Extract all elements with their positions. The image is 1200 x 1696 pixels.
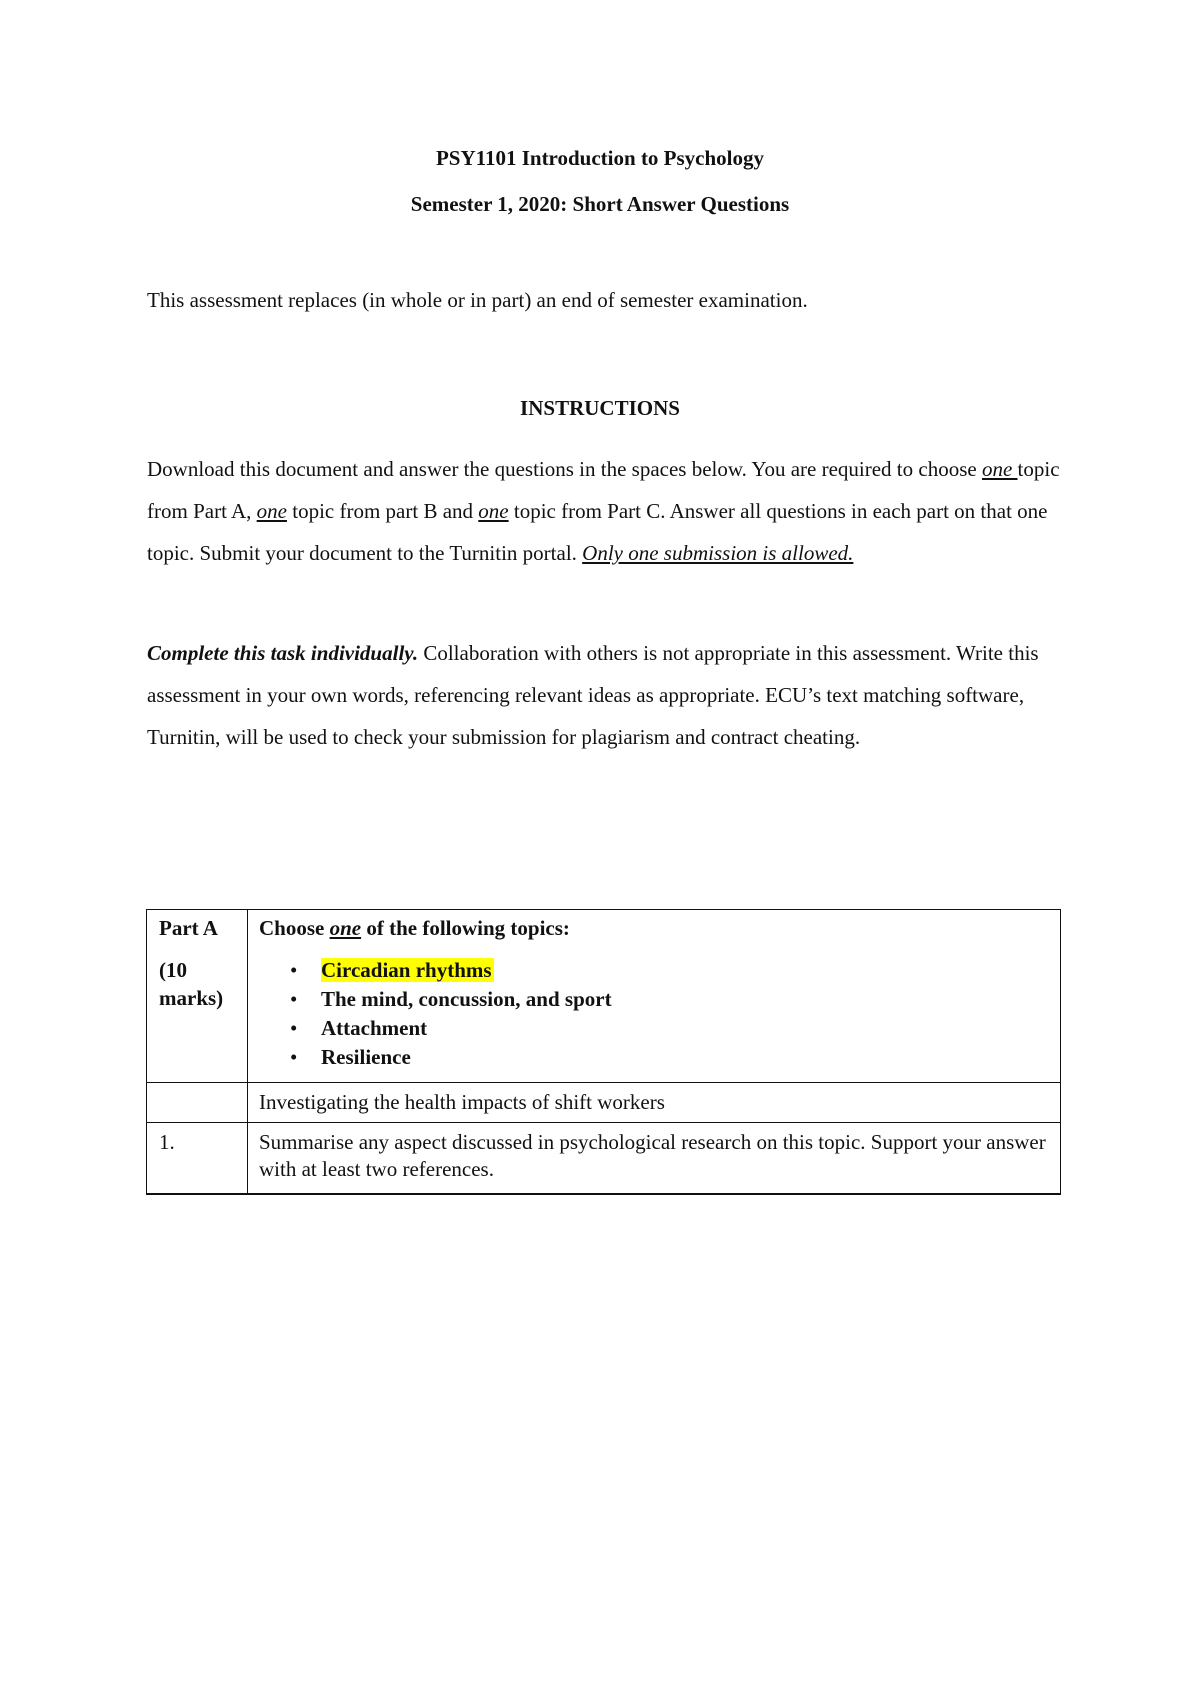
topic-label-highlighted: Circadian rhythms — [321, 958, 492, 982]
individual-task-emphasis: Complete this task individually. — [147, 641, 419, 665]
topic-title: Investigating the health impacts of shift workers — [259, 1090, 665, 1114]
question-cell — [248, 1123, 1061, 1195]
emphasis-one: one — [256, 499, 287, 523]
topic-choice-cell — [248, 910, 1061, 1083]
topic-list — [248, 956, 1060, 1072]
bullet-icon: • — [290, 958, 298, 982]
topic-item — [290, 985, 1060, 1014]
bullet-icon: • — [290, 1016, 298, 1040]
choose-instruction — [248, 910, 1060, 942]
topic-item — [290, 1014, 1060, 1043]
choose-text: Choose — [259, 916, 330, 940]
topic-label: The mind, concussion, and sport — [321, 987, 612, 1011]
only-one-submission-note: Only one submission is allowed. — [582, 541, 854, 565]
topic-label: Attachment — [321, 1016, 428, 1040]
intro-text: This assessment replaces (in whole or in part) an end of semester examination. — [147, 288, 808, 312]
instructions-text: topic from Part C. Answer all questions in each part on that one topic. Submit your document to the Turnitin portal. — [147, 499, 1048, 565]
instructions-text: Collaboration with others is not appropriate in this assessment. Write this assessment in your own words, referencing relevant ideas as appropriate. ECU’s text matching software, Turnitin, will be used to check your submission for plagiarism and contract cheating. — [147, 641, 1039, 749]
marks-label: (10 marks) — [159, 958, 224, 1010]
topic-label: Resilience — [321, 1045, 411, 1069]
question-text: Summarise any aspect discussed in psychological research on this topic. Support your answer with at least two references. — [259, 1130, 1046, 1181]
document-subtitle: Semester 1, 2020: Short Answer Questions — [410, 192, 790, 216]
question-number-cell — [147, 1123, 248, 1195]
part-a-table — [146, 909, 1061, 1195]
bullet-icon: • — [290, 987, 298, 1011]
topic-title-cell — [248, 1083, 1061, 1123]
question-number: 1. — [159, 1130, 175, 1154]
choose-text: of the following topics: — [361, 916, 570, 940]
instructions-heading: INSTRUCTIONS — [520, 396, 680, 420]
instructions-paragraph-1 — [147, 448, 1067, 574]
instructions-paragraph-2 — [147, 632, 1067, 758]
emphasis-one: one — [478, 499, 509, 523]
part-label: Part A — [159, 916, 218, 940]
choose-one-emphasis: one — [329, 916, 362, 940]
instructions-text: topic from Part A, — [147, 457, 1060, 523]
document-title: PSY1101 Introduction to Psychology — [435, 146, 765, 170]
instructions-text: topic from part B and — [286, 499, 479, 523]
part-label-cell — [147, 910, 248, 1083]
instructions-text: Download this document and answer the questions in the spaces below. You are required to choose — [147, 457, 982, 481]
bullet-icon: • — [290, 1045, 298, 1069]
empty-cell — [147, 1083, 248, 1123]
emphasis-one: one — [981, 457, 1018, 481]
topic-item — [290, 1043, 1060, 1072]
topic-item — [290, 956, 1060, 985]
